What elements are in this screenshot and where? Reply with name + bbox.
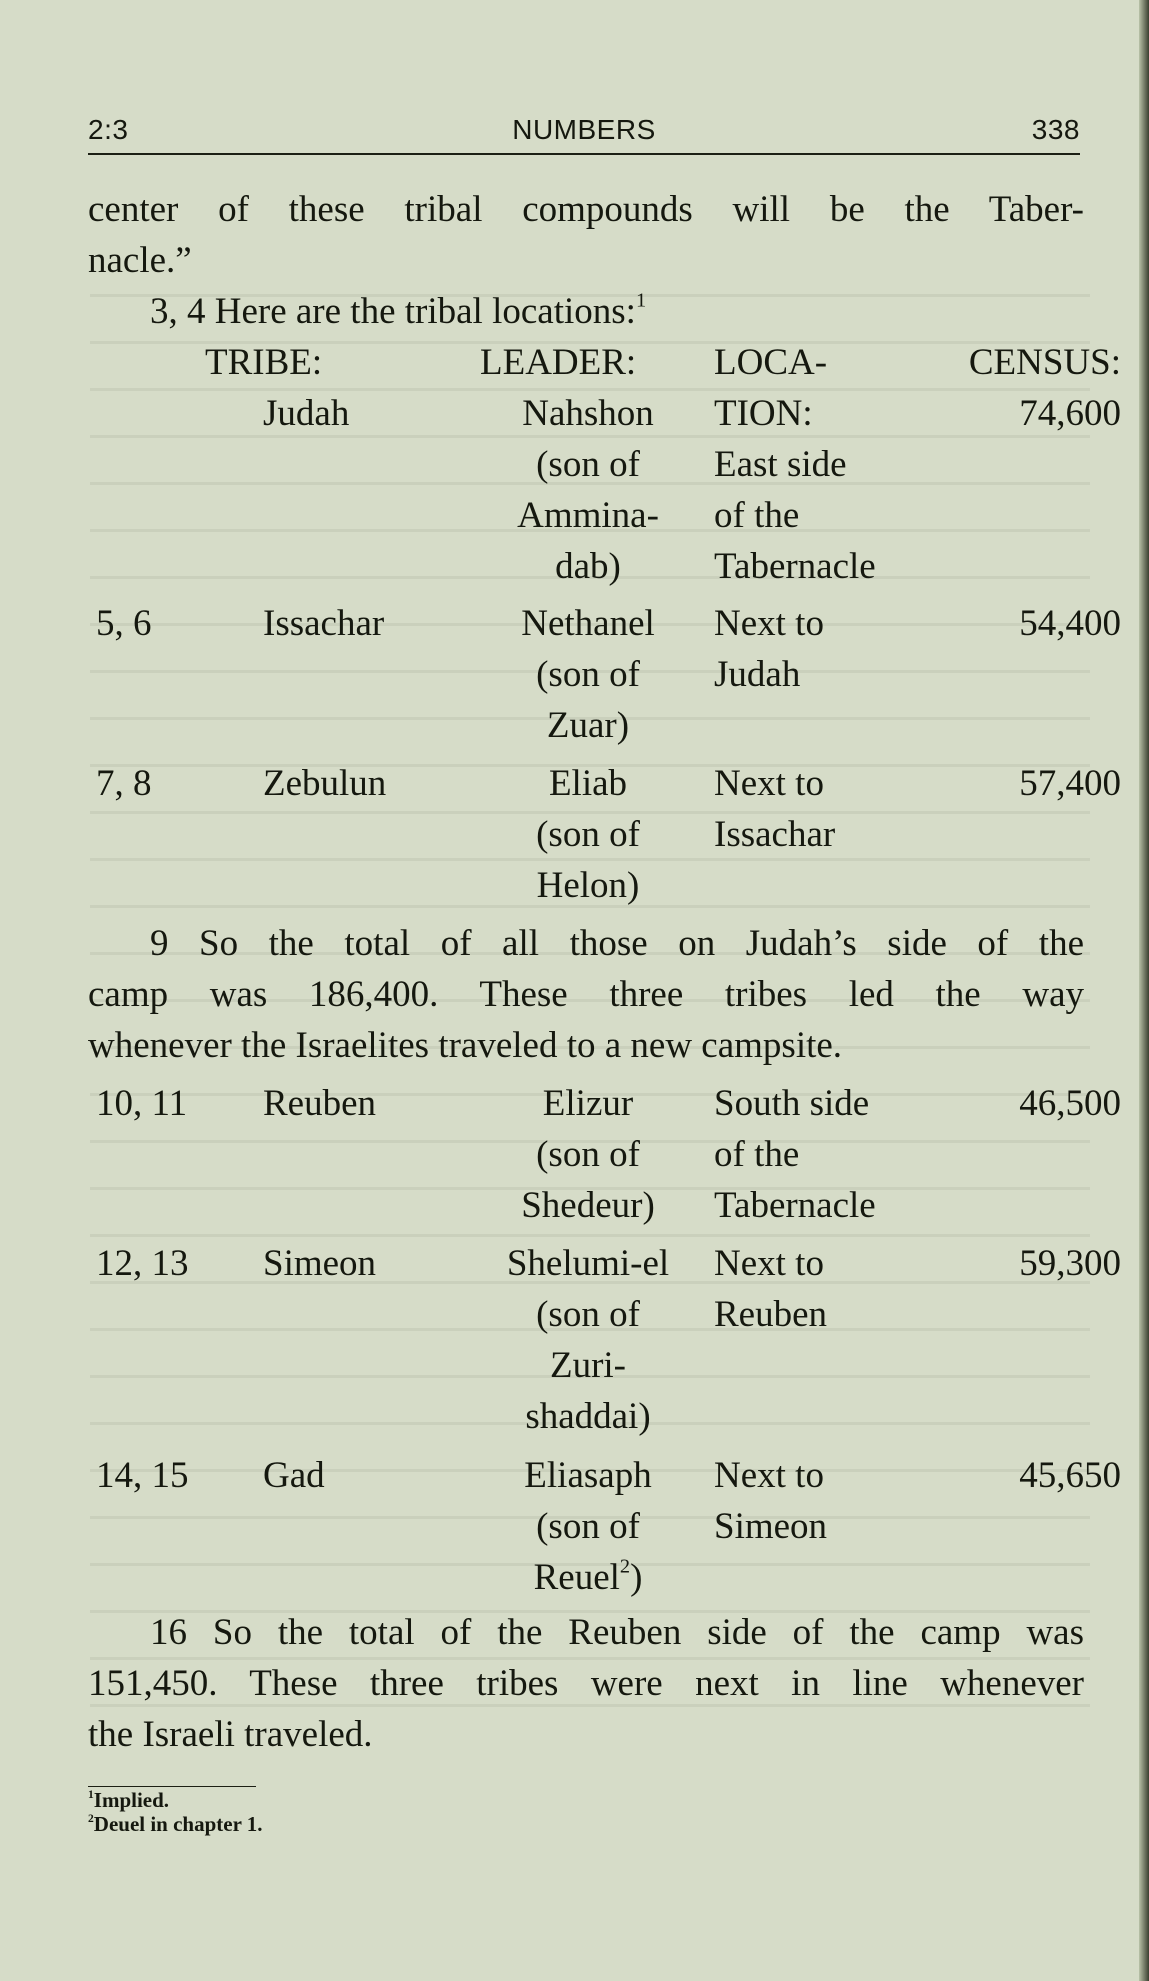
header-leader: LEADER:	[480, 342, 637, 383]
tribe-name: Gad	[263, 1455, 325, 1496]
table-row	[0, 1078, 1149, 1228]
location-line: Next to	[714, 1243, 824, 1284]
census-value: 46,500	[1019, 1083, 1121, 1124]
leader-name	[490, 758, 686, 911]
chapter-verse-ref: 2:3	[88, 114, 129, 145]
census-value: 59,300	[1019, 1243, 1121, 1284]
leader-name	[490, 598, 686, 751]
verse-16-line-1: 16 So the total of the Reuben side of the camp was	[150, 1612, 1084, 1653]
location-line: Issachar	[714, 814, 836, 855]
verse-ref: 14, 15	[96, 1455, 189, 1496]
leader-line: Shedeur)	[521, 1185, 655, 1226]
leader-line: (son of	[536, 814, 640, 855]
tribe-name: Judah	[263, 393, 350, 434]
leader-line: Eliab	[548, 763, 628, 804]
leader-line: Helon)	[536, 865, 640, 906]
verse-3-4	[150, 286, 1050, 337]
location-line: Simeon	[714, 1506, 828, 1547]
footnote-mark-2: 2	[619, 1555, 631, 1578]
leader-line: dab)	[555, 546, 621, 587]
tribe-name: Simeon	[263, 1243, 377, 1284]
verse-9-line-2: camp was 186,400. These three tribes led the way	[88, 974, 1084, 1015]
leader-name	[490, 1450, 686, 1603]
table-row	[0, 758, 1149, 908]
header-location-2: TION:	[714, 393, 813, 434]
verse-ref: 7, 8	[96, 763, 152, 804]
header-location-1: LOCA-	[714, 342, 828, 383]
leader-line: Zuri-	[549, 1345, 627, 1386]
footnote-2-mark: 2	[88, 1812, 94, 1825]
location-line: of the	[714, 1134, 800, 1175]
census-value: 57,400	[1019, 763, 1121, 804]
location-line: Next to	[714, 1455, 824, 1496]
leader-line: Nahshon	[522, 393, 654, 434]
leader-name	[490, 388, 686, 592]
leader-line: (son of	[536, 444, 640, 485]
leader-line: (son of	[536, 1294, 640, 1335]
page-number: 338	[1031, 114, 1080, 145]
table-row	[0, 1450, 1149, 1600]
footnote-1-text: Implied.	[93, 1788, 170, 1812]
verse-9-line-1: 9 So the total of all those on Judah’s side of the	[150, 923, 1084, 964]
leader-line: Ammina-	[517, 495, 659, 536]
book-title: NUMBERS	[512, 114, 656, 145]
footnote-1	[88, 1788, 688, 1812]
page-edge	[1139, 0, 1149, 1981]
leader-line: Eliasaph	[524, 1455, 652, 1496]
verse-16-line-3: the Israeli traveled.	[88, 1714, 373, 1755]
leader-name	[490, 1078, 686, 1231]
verse-ref: 10, 11	[96, 1083, 188, 1124]
leader-line: shaddai)	[525, 1396, 651, 1437]
leader-line: (son of	[536, 1134, 640, 1175]
verse-ref: 5, 6	[96, 603, 152, 644]
location-line: East side	[714, 444, 847, 485]
header-census: CENSUS:	[968, 342, 1121, 383]
header-rule	[88, 153, 1080, 155]
leader-line: Zuar)	[546, 705, 630, 746]
footnotes	[88, 1788, 688, 1836]
location-line: Judah	[714, 654, 801, 695]
tribe-name: Zebulun	[263, 763, 387, 804]
census-value: 45,650	[1019, 1455, 1121, 1496]
verse-16-line-2: 151,450. These three tribes were next in line whenever	[88, 1663, 1084, 1704]
verse-ref: 12, 13	[96, 1243, 189, 1284]
location	[714, 439, 924, 592]
location-line: Next to	[714, 763, 824, 804]
footnote-rule	[88, 1786, 256, 1787]
intro-line-1: center of these tribal compounds will be the Taber-	[88, 189, 1084, 230]
running-header	[88, 114, 1080, 150]
footnote-2-text: Deuel in chapter 1.	[93, 1812, 263, 1836]
leader-line: Shelumi-el	[506, 1243, 670, 1284]
leader-line: (son of	[536, 1506, 640, 1547]
location-line: Tabernacle	[714, 1185, 876, 1226]
tribe-name: Reuben	[263, 1083, 377, 1124]
location-line: Reuben	[714, 1294, 828, 1335]
location	[714, 758, 924, 860]
leader-line: (son of	[536, 654, 640, 695]
leader-name	[490, 1238, 686, 1442]
table-row	[0, 1238, 1149, 1437]
verse-3-4-text: 3, 4 Here are the tribal locations:	[150, 291, 636, 332]
table-row	[0, 388, 1149, 587]
tribe-name: Issachar	[263, 603, 385, 644]
leader-text: Reuel	[533, 1557, 620, 1598]
location	[714, 1078, 924, 1231]
verse-9-line-3: whenever the Israelites traveled to a new campsite.	[88, 1025, 843, 1066]
leader-line	[490, 1552, 686, 1603]
table-row	[0, 598, 1149, 748]
location	[714, 1238, 924, 1340]
header-tribe: TRIBE:	[205, 342, 323, 383]
location-line: of the	[714, 495, 800, 536]
location-line: Tabernacle	[714, 546, 876, 587]
intro-line-2: nacle.”	[88, 240, 192, 281]
footnote-2	[88, 1812, 688, 1836]
leader-line: Nethanel	[521, 603, 655, 644]
leader-close-paren: )	[630, 1557, 643, 1598]
location	[714, 1450, 924, 1552]
footnote-1-mark: 1	[88, 1788, 94, 1801]
census-value: 74,600	[1019, 393, 1121, 434]
location-line: South side	[714, 1083, 870, 1124]
location	[714, 598, 924, 700]
census-value: 54,400	[1019, 603, 1121, 644]
leader-line: Elizur	[542, 1083, 634, 1124]
footnote-mark-1: 1	[635, 289, 647, 312]
location-line: Next to	[714, 603, 824, 644]
